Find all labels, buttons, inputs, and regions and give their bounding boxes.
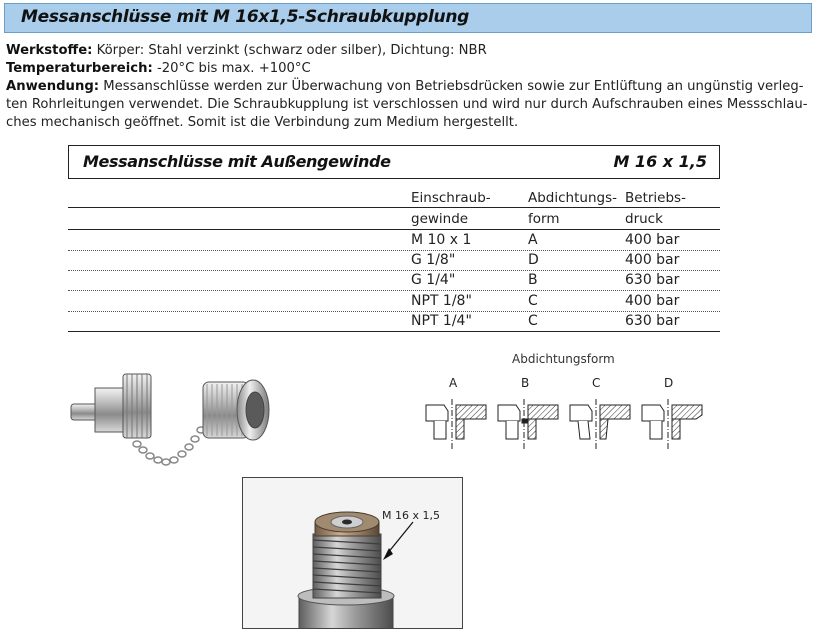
table-divider [68, 311, 720, 312]
cell-thread: G 1/8" [411, 252, 456, 268]
cell-form: A [528, 232, 538, 248]
table-divider [68, 207, 720, 208]
cell-thread: G 1/4" [411, 272, 456, 288]
column-header-pressure-line1: Betriebs- [625, 190, 686, 206]
form-b-drawing [498, 399, 558, 449]
column-header-thread-line2: gewinde [411, 211, 469, 227]
coupling-hex [95, 388, 125, 432]
form-c-drawing [570, 399, 630, 449]
title-bar [4, 3, 812, 33]
cell-thread: NPT 1/4" [411, 313, 472, 329]
cell-thread: NPT 1/8" [411, 293, 472, 309]
cell-form: B [528, 272, 538, 288]
application-line-3 [6, 114, 812, 132]
application-text-2: ten Rohrleitungen verwendet. Die Schraubkupplung ist verschlossen und wird nur durch Aufschrauben eines Messschlau- [6, 97, 808, 112]
application-line-1 [6, 78, 812, 96]
closeup-label: M 16 x 1,5 [382, 509, 440, 522]
cell-pressure: 400 bar [625, 252, 680, 268]
cell-thread: M 10 x 1 [411, 232, 472, 248]
sealing-form-diagram [420, 395, 710, 455]
form-label-b: B [521, 376, 530, 390]
column-header-thread-line1: Einschraub- [411, 190, 491, 206]
table-divider [68, 331, 720, 332]
materials-label: Werkstoffe: [6, 43, 93, 58]
diagram-caption: Abdichtungsform [512, 352, 615, 366]
column-header-form-line1: Abdichtungs- [528, 190, 617, 206]
column-header-thread [411, 188, 491, 230]
table-divider [68, 229, 720, 230]
application-text-3: ches mechanisch geöffnet. Somit ist die Verbindung zum Medium hergestellt. [6, 115, 519, 130]
materials-line [6, 42, 812, 60]
table-divider [68, 250, 720, 251]
application-line-2 [6, 96, 812, 114]
page-title: Messanschlüsse mit M 16x1,5-Schraubkupplung [21, 7, 469, 27]
cell-pressure: 400 bar [625, 232, 680, 248]
form-label-a: A [449, 376, 458, 390]
form-label-d: D [664, 376, 674, 390]
cell-form: C [528, 293, 538, 309]
cell-form: C [528, 313, 538, 329]
temperature-label: Temperaturbereich: [6, 61, 153, 76]
closeup-photo-drawing [243, 478, 463, 629]
column-header-pressure-line2: druck [625, 211, 663, 227]
column-header-pressure [625, 188, 686, 230]
temperature-line [6, 60, 812, 78]
form-label-c: C [592, 376, 601, 390]
table-divider [68, 270, 720, 271]
temperature-text: -20°C bis max. +100°C [152, 61, 311, 76]
materials-text: Körper: Stahl verzinkt (schwarz oder silber), Dichtung: NBR [92, 43, 487, 58]
application-text-1: Messanschlüsse werden zur Überwachung von Betriebsdrücken sowie zur Entlüftung an ungünstig verleg- [99, 79, 804, 94]
cell-pressure: 400 bar [625, 293, 680, 309]
closeup-photo [242, 477, 463, 629]
form-d-drawing [642, 399, 702, 449]
cell-form: D [528, 252, 539, 268]
table-title: Messanschlüsse mit Außengewinde [83, 152, 391, 171]
column-header-form [528, 188, 617, 230]
table-header [68, 145, 720, 179]
table-divider [68, 290, 720, 291]
cell-pressure: 630 bar [625, 272, 680, 288]
product-photo [55, 352, 305, 477]
cell-pressure: 630 bar [625, 313, 680, 329]
form-a-drawing [426, 399, 486, 449]
table-spec: M 16 x 1,5 [613, 152, 707, 171]
column-header-form-line2: form [528, 211, 560, 227]
application-label: Anwendung: [6, 79, 100, 94]
